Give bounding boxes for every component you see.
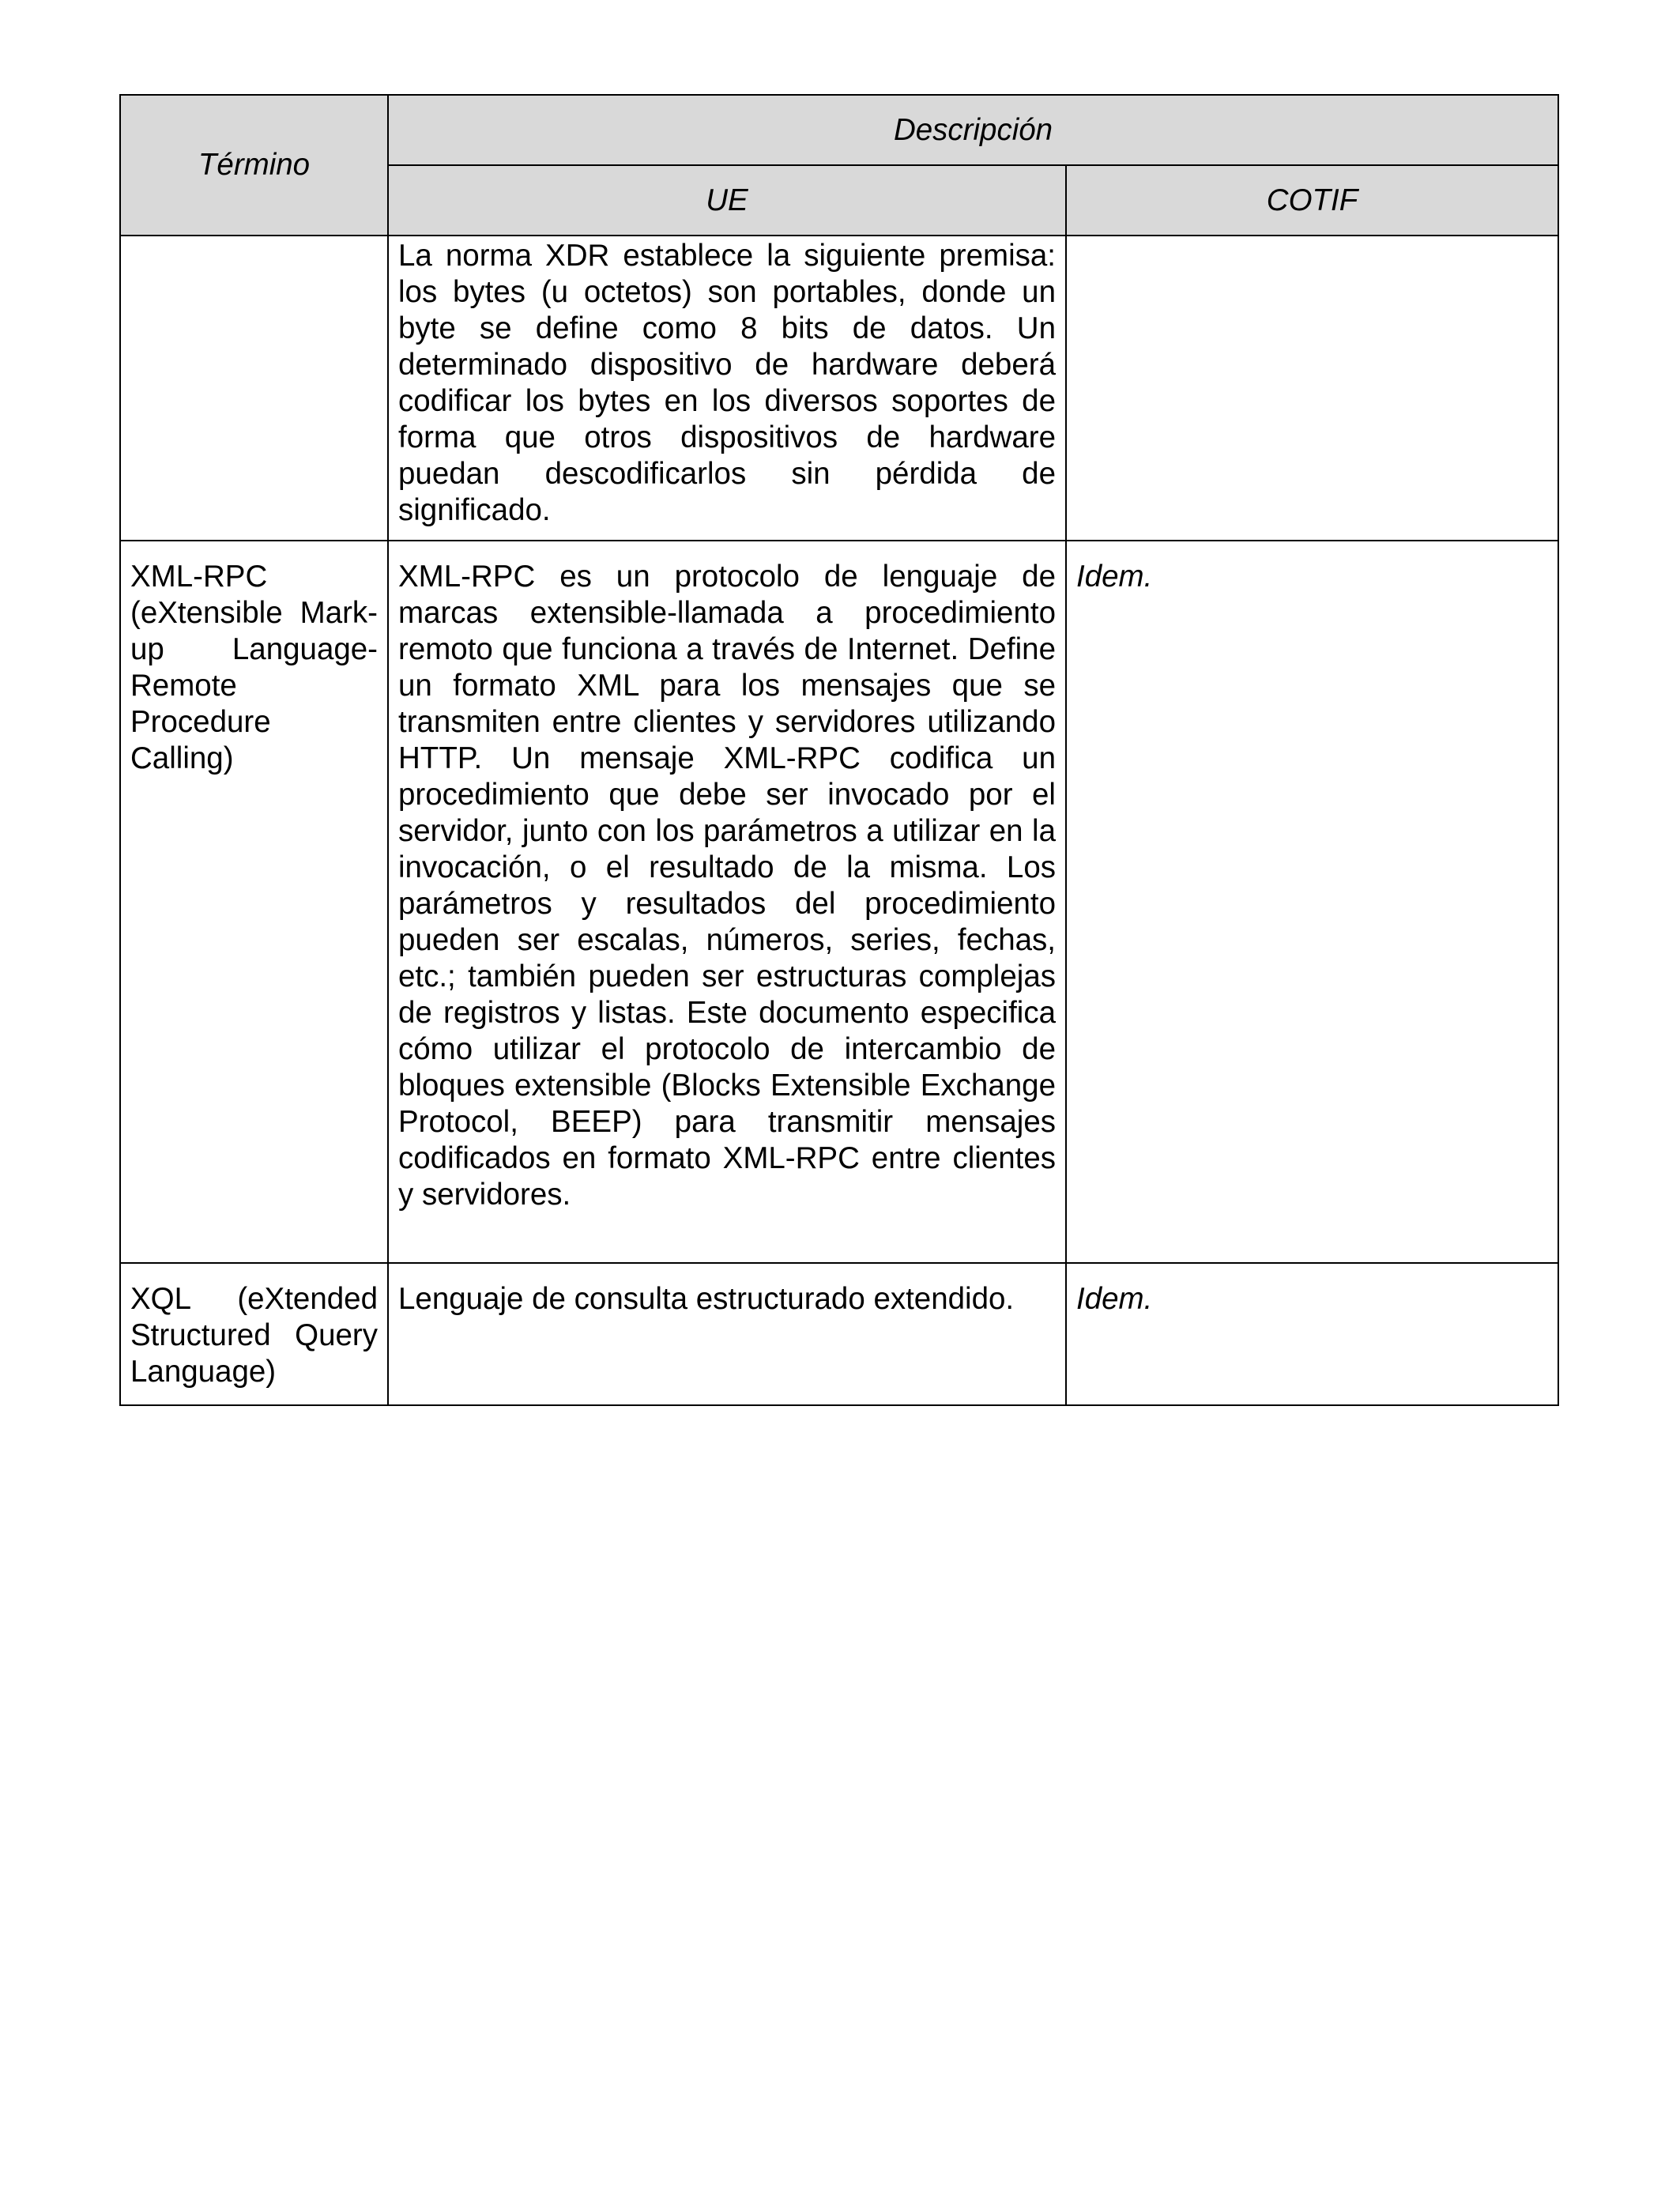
header-description: Descripción bbox=[388, 95, 1558, 165]
cotif-cell bbox=[1066, 236, 1558, 541]
table-row bbox=[120, 1263, 1558, 1405]
ue-cell: XML-RPC es un protocolo de lenguaje de marcas extensible-llamada a procedimiento remoto que funciona a través de Internet. Define un formato XML para los mensajes que se transmiten entre clientes y servidores utilizando HTTP. Un mensaje XML-RPC codifica un procedimiento que debe ser invocado por el servidor, junto con los parámetros a utilizar en la invocación, o el resultado de la misma. Los parámetros y resultados del procedimiento pueden ser escalas, números, series, fechas, etc.; también pueden ser estructuras complejas de registros y listas. Este documento especifica cómo utilizar el protocolo de intercambio de bloques extensible (Blocks Extensible Exchange Protocol, BEEP) para transmitir mensajes codificados en formato XML-RPC entre clientes y servidores. bbox=[388, 541, 1066, 1263]
cotif-cell: Idem. bbox=[1066, 541, 1558, 1263]
table-row bbox=[120, 236, 1558, 541]
table-header bbox=[120, 95, 1558, 236]
header-cotif: COTIF bbox=[1066, 165, 1558, 236]
term-cell bbox=[120, 236, 388, 541]
header-term: Término bbox=[120, 95, 388, 236]
header-row-1 bbox=[120, 95, 1558, 165]
table-body bbox=[120, 236, 1558, 1405]
glossary-table bbox=[119, 94, 1559, 1406]
term-cell: XQL (eXtended Structured Query Language) bbox=[120, 1263, 388, 1405]
ue-cell: Lenguaje de consulta estructurado extendido. bbox=[388, 1263, 1066, 1405]
header-ue: UE bbox=[388, 165, 1066, 236]
ue-cell: La norma XDR establece la siguiente premisa: los bytes (u octetos) son portables, donde un byte se define como 8 bits de datos. Un determinado dispositivo de hardware deberá codificar los bytes en los diversos soportes de forma que otros dispositivos de hardware puedan descodificarlos sin pérdida de significado. bbox=[388, 236, 1066, 541]
term-cell: XML-RPC (eXtensible Mark-up Language-Remote Procedure Calling) bbox=[120, 541, 388, 1263]
cotif-cell: Idem. bbox=[1066, 1263, 1558, 1405]
table-row bbox=[120, 541, 1558, 1263]
